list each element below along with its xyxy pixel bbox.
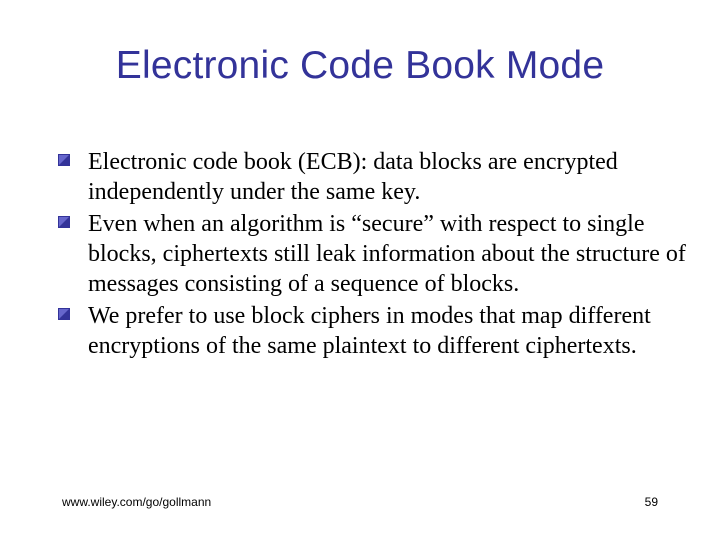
bullet-text: Electronic code book (ECB): data blocks are encrypted independently under the same key. [88, 149, 618, 205]
square-bullet-icon [58, 216, 70, 228]
page-number: 59 [644, 495, 658, 509]
bullet-item [58, 147, 698, 207]
slide-title: Electronic Code Book Mode [115, 44, 605, 87]
bullet-text: We prefer to use block ciphers in modes that map different encryptions of the same plaintext to different ciphertexts. [88, 303, 651, 359]
bullet-item [58, 301, 698, 361]
footer-url: www.wiley.com/go/gollmann [62, 495, 212, 509]
bullet-text: Even when an algorithm is “secure” with respect to single blocks, ciphertexts still leak information about the structure of messages consisting of a sequence of blocks. [88, 211, 686, 297]
bullet-list [58, 147, 698, 363]
bullet-item [58, 209, 698, 299]
square-bullet-icon [58, 308, 70, 320]
square-bullet-icon [58, 154, 70, 166]
